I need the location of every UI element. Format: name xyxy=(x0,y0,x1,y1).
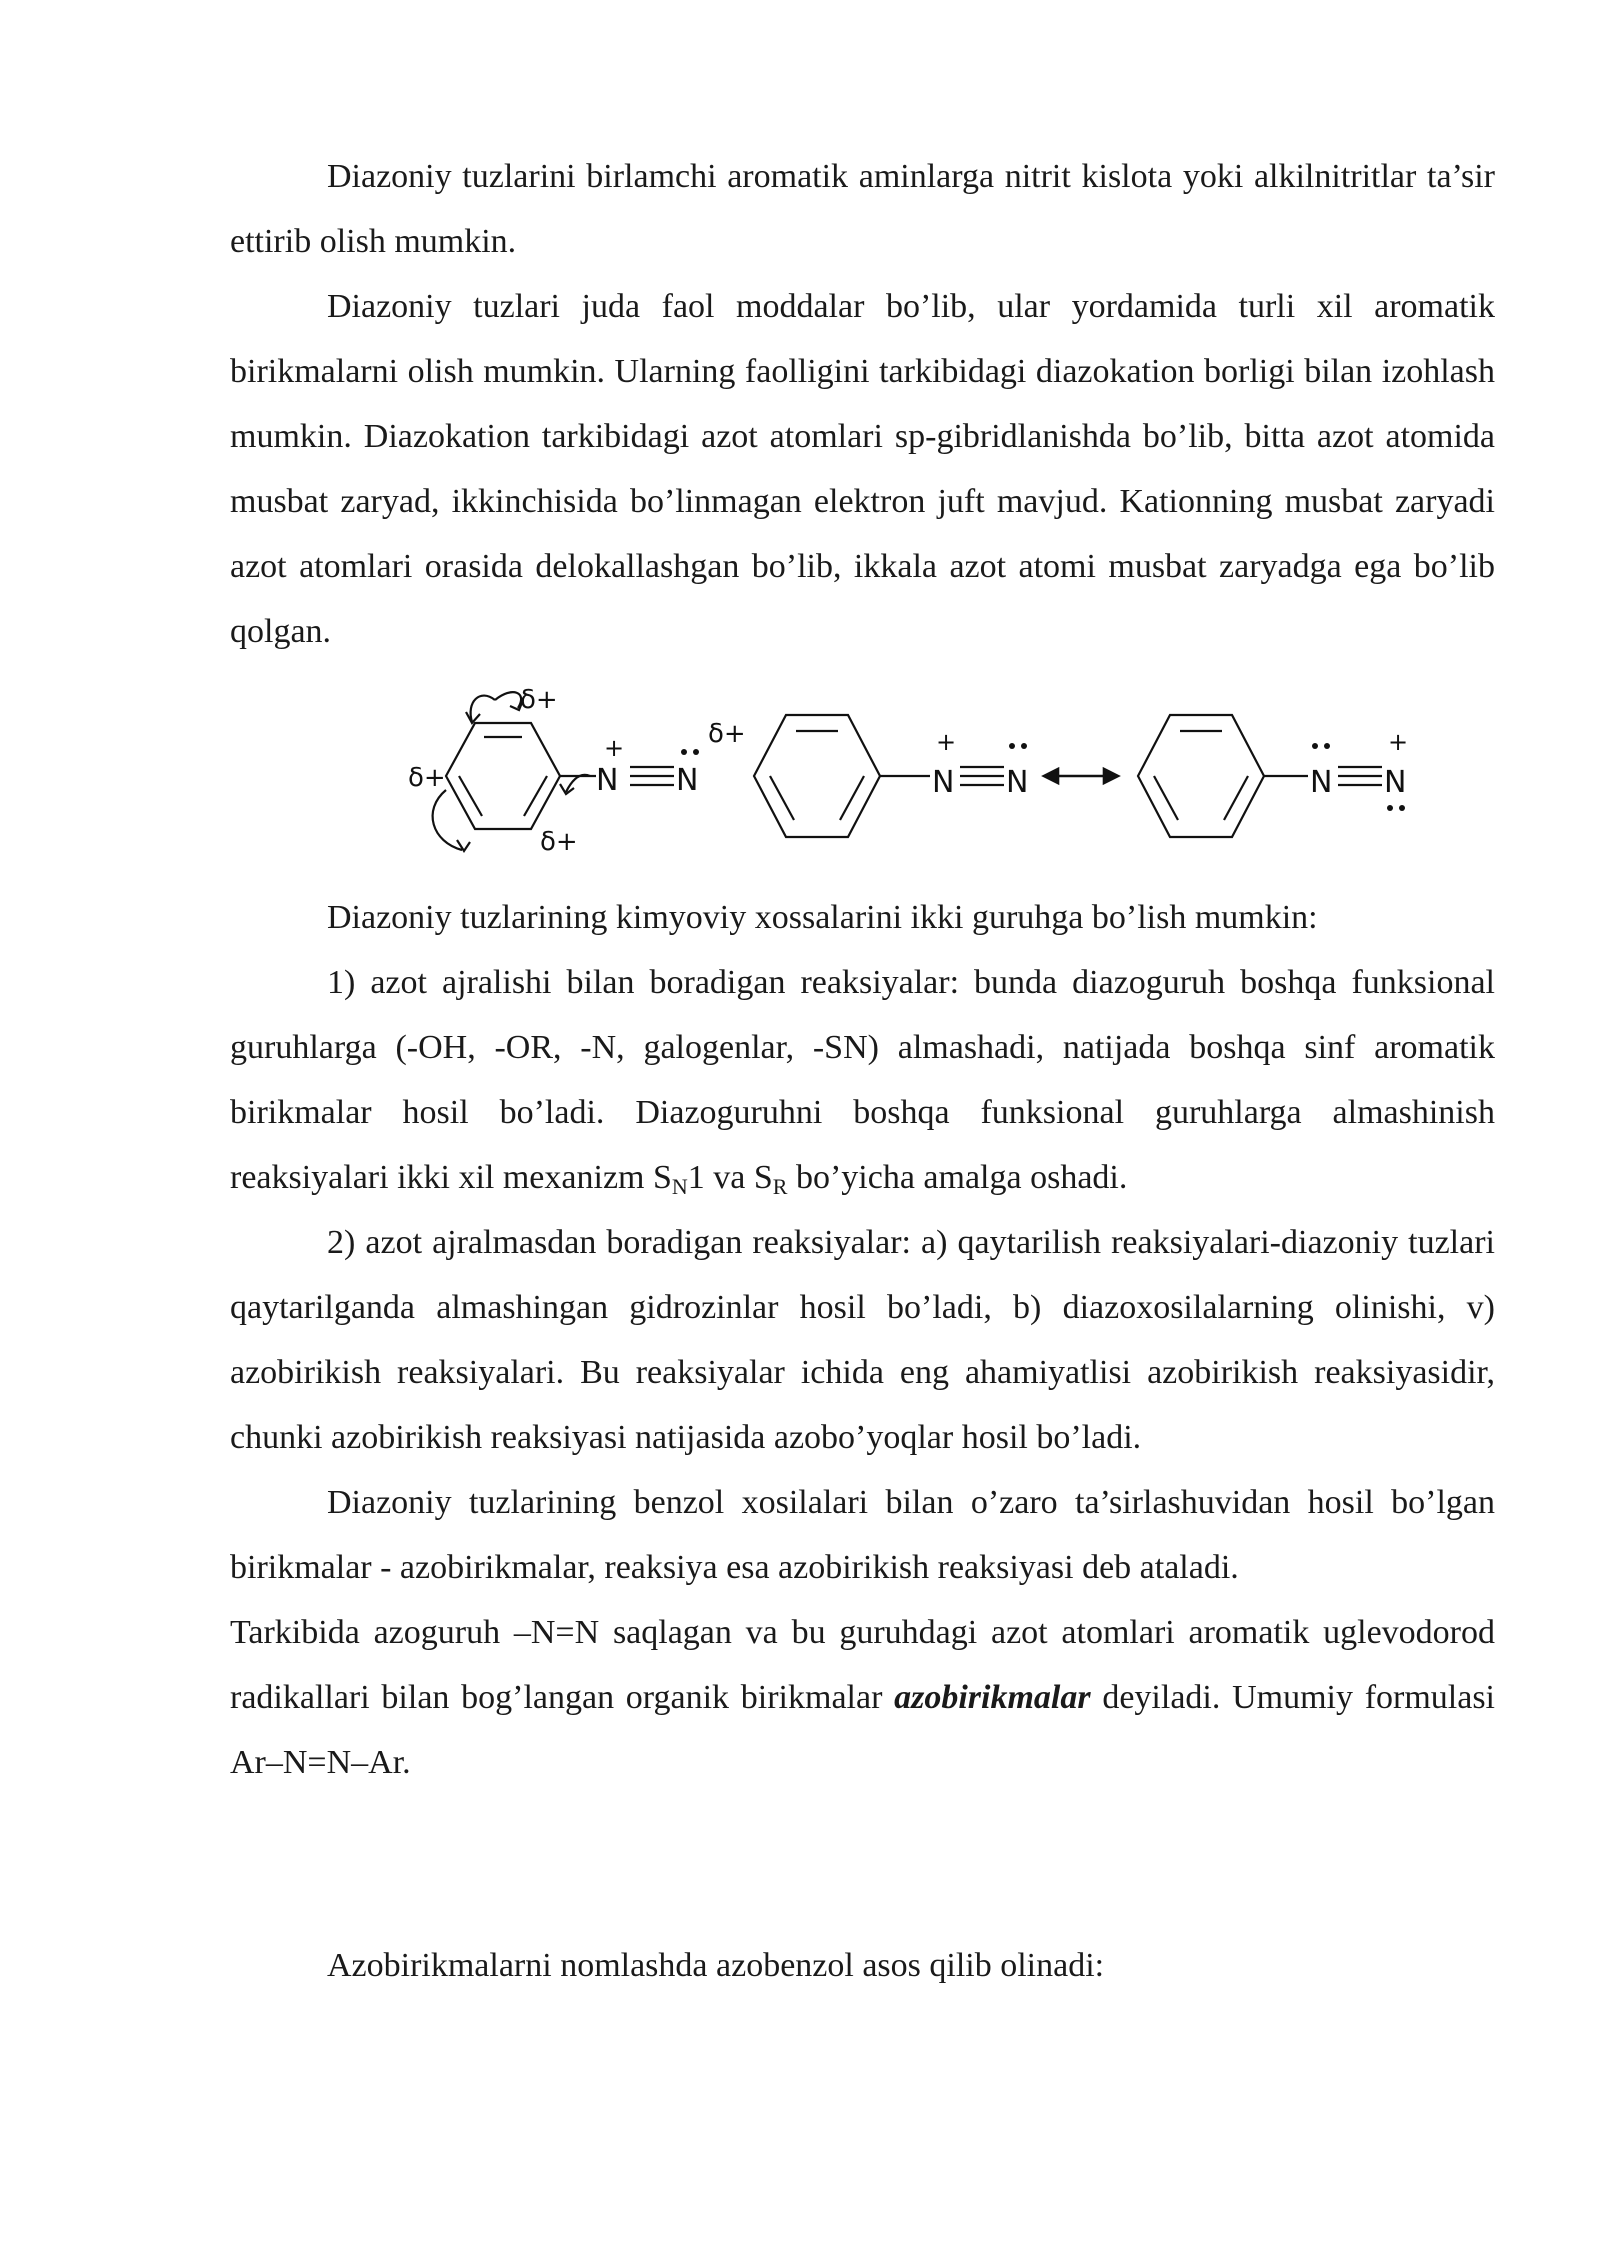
paragraph-4 xyxy=(230,950,1495,1210)
plus-charge-1: + xyxy=(604,734,625,762)
lone-pair-dots-1 xyxy=(681,749,699,755)
nitrogen-atom-2: N xyxy=(676,763,699,798)
term-azobirikmalar: azobirikmalar xyxy=(894,1679,1091,1716)
paragraph-6: Diazoniy tuzlarining benzol xosilalari bilan o’zaro ta’sirlashuvidan hosil bo’lgan birikmalar - azobirikmalar, reaksiya esa azobirikish reaksiyasi deb ataladi. xyxy=(230,1484,1495,1586)
diazonium-resonance-structure-a xyxy=(754,715,1004,837)
lone-pair-dots-3 xyxy=(1312,743,1330,749)
nitrogen-atom-5: N xyxy=(1310,765,1333,800)
paragraph-4-mid: 1 va S xyxy=(687,1159,773,1196)
text-block-intro xyxy=(230,144,1495,664)
subscript-r: R xyxy=(772,1174,788,1199)
delta-plus-top: δ+ xyxy=(520,685,558,715)
subscript-n: N xyxy=(671,1174,688,1199)
paragraph-7 xyxy=(230,1600,1495,1795)
paragraph-1: Diazoniy tuzlarini birlamchi aromatik aminlarga nitrit kislota yoki alkilnitritlar ta’sir ettirib olish mumkin. xyxy=(230,158,1495,260)
text-block-naming xyxy=(230,1933,1495,1998)
nitrogen-atom-3: N xyxy=(932,765,955,800)
nitrogen-atom-4: N xyxy=(1006,765,1029,800)
nitrogen-atom-6: N xyxy=(1384,765,1407,800)
nitrogen-atom-1: N xyxy=(596,763,619,798)
paragraph-7-after: deyiladi. Umumiy formulasi Ar–N=N–Ar. xyxy=(230,1679,1496,1781)
paragraph-3: Diazoniy tuzlarining kimyoviy xossalarini ikki guruhga bo’lish mumkin: xyxy=(327,899,1318,936)
delta-plus-bottom: δ+ xyxy=(540,827,578,857)
lone-pair-dots-2 xyxy=(1009,743,1027,749)
plus-charge-3: + xyxy=(1388,728,1409,756)
paragraph-8: Azobirikmalarni nomlashda azobenzol asos qilib olinadi: xyxy=(327,1947,1105,1984)
delta-plus-left: δ+ xyxy=(408,763,446,793)
paragraph-2: Diazoniy tuzlari juda faol moddalar bo’lib, ular yordamida turli xil aromatik birikmalarni olish mumkin. Ularning faolligini tarkibidagi diazokation borligi bilan izohlash mumkin. Diazokation tarkibidagi azot atomlari sp-gibridlanishda bo’lib, bitta azot atomida musbat zaryad, ikkinchisida bo’linmagan elektron juft mavjud. Kationning musbat zaryadi azot atomlari orasida delokallashgan bo’lib, ikkala azot atomi musbat zaryadga ega bo’lib qolgan. xyxy=(230,288,1495,650)
plus-charge-2: + xyxy=(936,728,957,756)
paragraph-4-text: 1) azot ajralishi bilan boradigan reaksiyalar: bunda diazoguruh boshqa funksional guruhlarga (-OH, -OR, -N, galogenlar, -SN) almashadi, natijada boshqa sinf aromatik birikmalar hosil bo’ladi. Diazoguruhni boshqa funksional guruhlarga almashinish reaksiyalari ikki xil mexanizm S xyxy=(230,964,1495,1196)
paragraph-4-end: bo’yicha amalga oshadi. xyxy=(787,1159,1128,1196)
resonance-arrow xyxy=(1044,769,1118,783)
text-block-main xyxy=(230,885,1495,1795)
paragraph-5: 2) azot ajralmasdan boradigan reaksiyalar: a) qaytarilish reaksiyalari-diazoniy tuzlari qaytarilganda almashingan gidrozinlar hosil bo’ladi, b) diazoxosilalarning olinishi, v) azobirikish reaksiyalari. Bu reaksiyalar ichida eng ahamiyatlisi azobirikish reaksiyasidir, chunki azobirikish reaksiyasi natijasida azobo’yoqlar hosil bo’ladi. xyxy=(230,1224,1495,1456)
diazonium-resonance-structure-b xyxy=(1138,715,1382,837)
diazonium-resonance-figure xyxy=(400,680,1430,880)
delta-plus-right: δ+ xyxy=(708,719,746,749)
paragraph-7-before: Tarkibida azoguruh –N=N saqlagan va bu guruhdagi azot atomlari aromatik uglevodorod radikallari bilan bog’langan organik birikmalar xyxy=(230,1614,1495,1716)
lone-pair-dots-4 xyxy=(1387,805,1405,811)
